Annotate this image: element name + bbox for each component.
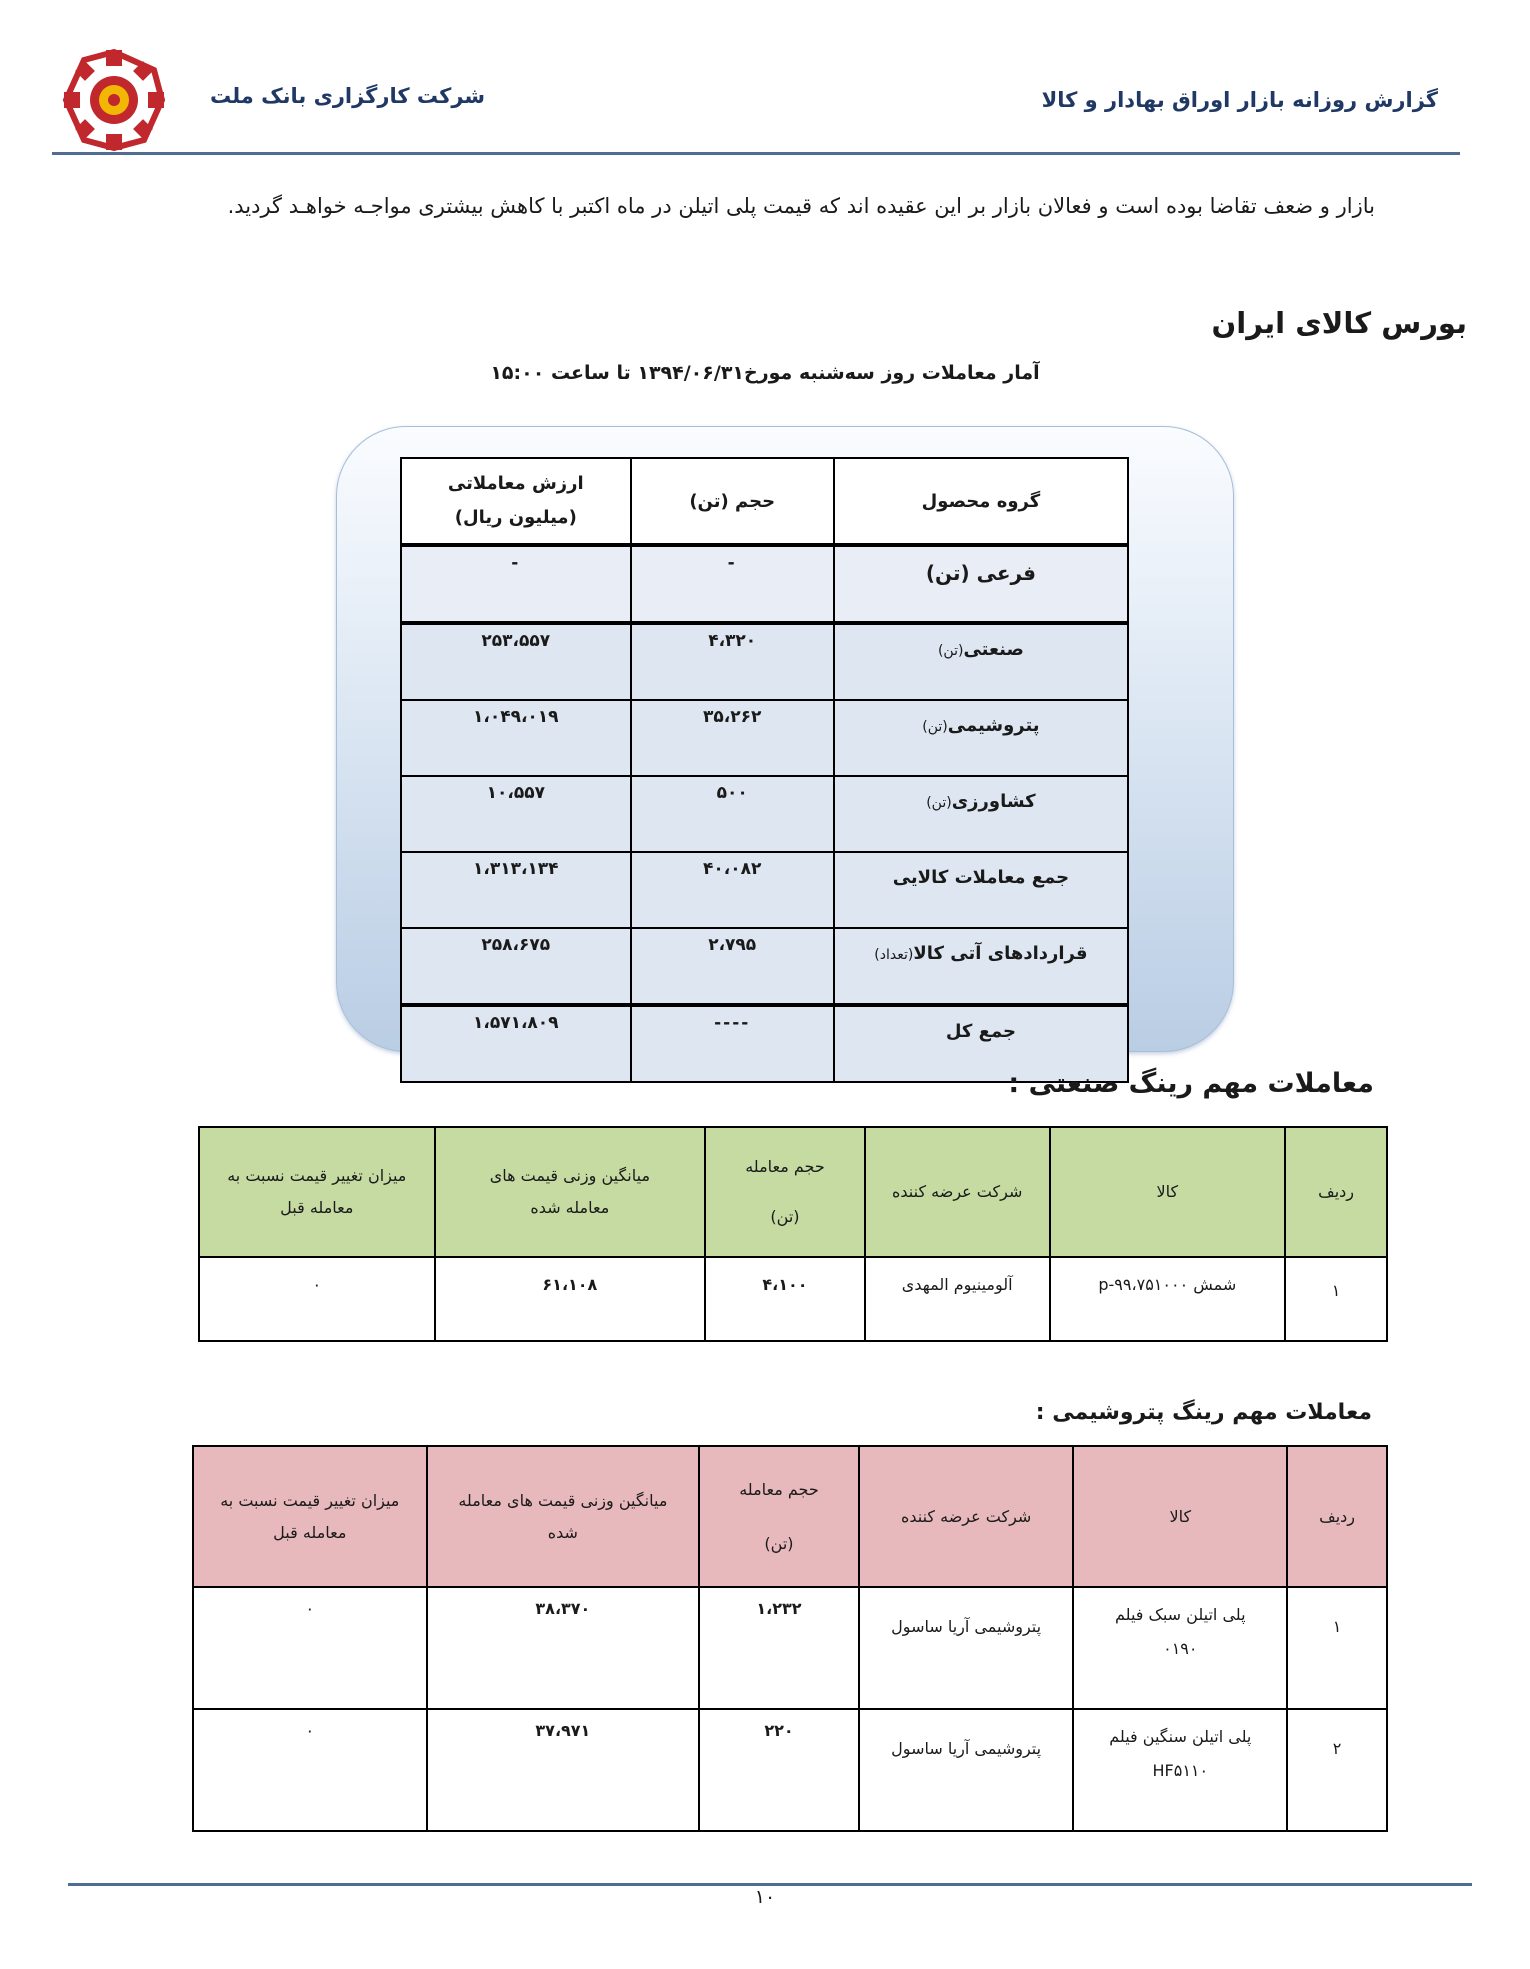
avg-price-cell: ۳۷،۹۷۱: [427, 1709, 700, 1831]
header-commodity: کالا: [1073, 1446, 1287, 1587]
value-cell: ۲۵۳،۵۵۷: [401, 623, 631, 700]
header-divider: [52, 152, 1460, 155]
industrial-ring-table: [198, 1126, 1388, 1342]
commodity-cell: شمش p-۹۹،۷۵۱۰۰۰: [1050, 1257, 1286, 1341]
header-row-number: ردیف: [1285, 1127, 1387, 1257]
company-logo-icon: [62, 48, 166, 152]
industrial-header-row: [199, 1127, 1387, 1257]
header-avg-price: میانگین وزنی قیمت های معامله شده: [435, 1127, 706, 1257]
industrial-ring-title: معاملات مهم رینگ صنعتی :: [1008, 1068, 1374, 1099]
stats-row: [401, 776, 1128, 852]
group-label: قراردادهای آتی کالا(تعداد): [834, 928, 1128, 1005]
stats-row: [401, 852, 1128, 928]
avg-price-cell: ۶۱،۱۰۸: [435, 1257, 706, 1341]
value-cell: ۱،۵۷۱،۸۰۹: [401, 1005, 631, 1082]
commodity-cell: پلی اتیلن سبک فیلم ۰۱۹۰: [1073, 1587, 1287, 1709]
price-change-cell: ۰: [193, 1587, 427, 1709]
volume-cell: ۴۰،۰۸۲: [631, 852, 834, 928]
group-label: کشاورزی(تن): [834, 776, 1128, 852]
supplier-cell: آلومینیوم المهدی: [865, 1257, 1050, 1341]
stats-row: [401, 700, 1128, 776]
petrochem-header-row: [193, 1446, 1387, 1587]
value-cell: -: [401, 545, 631, 623]
table-row: [199, 1257, 1387, 1341]
price-change-cell: ۰: [199, 1257, 435, 1341]
petrochem-ring-title: معاملات مهم رینگ پتروشیمی :: [1035, 1400, 1372, 1425]
avg-price-cell: ۳۸،۳۷۰: [427, 1587, 700, 1709]
price-change-cell: ۰: [193, 1709, 427, 1831]
stats-row: [401, 545, 1128, 623]
volume-cell: -: [631, 545, 834, 623]
group-label: صنعتی(تن): [834, 623, 1128, 700]
page-number: ۱۰: [754, 1886, 776, 1908]
stats-table: [400, 457, 1129, 1083]
row-number: ۱: [1285, 1257, 1387, 1341]
volume-cell: ۲۲۰: [699, 1709, 859, 1831]
header-value: ارزش معاملاتی (میلیون ریال): [401, 458, 631, 545]
stats-row: [401, 928, 1128, 1005]
intro-paragraph: بازار و ضعف تقاضا بوده است و فعالان بازار بر این عقیده اند که قیمت پلی اتیلن در ماه اکتبر با کاهش بیشتری مواجـه خواهـد گردید.: [227, 194, 1375, 218]
table-row: [193, 1709, 1387, 1831]
stats-header-row: [401, 458, 1128, 545]
header-commodity: کالا: [1050, 1127, 1286, 1257]
group-label: فرعی (تن): [834, 545, 1128, 623]
header-volume: حجم (تن): [631, 458, 834, 545]
header-avg-price: میانگین وزنی قیمت های معامله شده: [427, 1446, 700, 1587]
section-heading: بورس کالای ایران: [1211, 306, 1467, 340]
petrochem-ring-table: [192, 1445, 1388, 1832]
row-number: ۱: [1287, 1587, 1387, 1709]
header-row-number: ردیف: [1287, 1446, 1387, 1587]
volume-cell: ۴،۳۲۰: [631, 623, 834, 700]
value-cell: ۱،۰۴۹،۰۱۹: [401, 700, 631, 776]
volume-cell: ۱،۲۳۲: [699, 1587, 859, 1709]
value-cell: ۱،۳۱۳،۱۳۴: [401, 852, 631, 928]
header-price-change: میزان تغییر قیمت نسبت به معامله قبل: [193, 1446, 427, 1587]
header-volume: حجم معامله (تن): [705, 1127, 865, 1257]
stats-row: [401, 623, 1128, 700]
volume-cell: ۵۰۰: [631, 776, 834, 852]
volume-cell: ----: [631, 1005, 834, 1082]
report-title: گزارش روزانه بازار اوراق بهادار و کالا: [1041, 88, 1438, 112]
group-label: جمع معاملات کالایی: [834, 852, 1128, 928]
supplier-cell: پتروشیمی آریا ساسول: [859, 1709, 1074, 1831]
company-name: شرکت کارگزاری بانک ملت: [210, 84, 486, 108]
group-label: جمع کل: [834, 1005, 1128, 1082]
value-cell: ۱۰،۵۵۷: [401, 776, 631, 852]
volume-cell: ۴،۱۰۰: [705, 1257, 865, 1341]
value-cell: ۲۵۸،۶۷۵: [401, 928, 631, 1005]
table-row: [193, 1587, 1387, 1709]
header-volume: حجم معامله (تن): [699, 1446, 859, 1587]
stats-caption: آمار معاملات روز سه‌شنبه مورخ۱۳۹۴/۰۶/۳۱ تا ساعت ۱۵:۰۰: [490, 362, 1040, 384]
commodity-cell: پلی اتیلن سنگین فیلم HF۵۱۱۰: [1073, 1709, 1287, 1831]
row-number: ۲: [1287, 1709, 1387, 1831]
header-supplier: شرکت عرضه کننده: [859, 1446, 1074, 1587]
header-price-change: میزان تغییر قیمت نسبت به معامله قبل: [199, 1127, 435, 1257]
header-product-group: گروه محصول: [834, 458, 1128, 545]
group-label: پتروشیمی(تن): [834, 700, 1128, 776]
header-supplier: شرکت عرضه کننده: [865, 1127, 1050, 1257]
volume-cell: ۳۵،۲۶۲: [631, 700, 834, 776]
supplier-cell: پتروشیمی آریا ساسول: [859, 1587, 1074, 1709]
volume-cell: ۲،۷۹۵: [631, 928, 834, 1005]
